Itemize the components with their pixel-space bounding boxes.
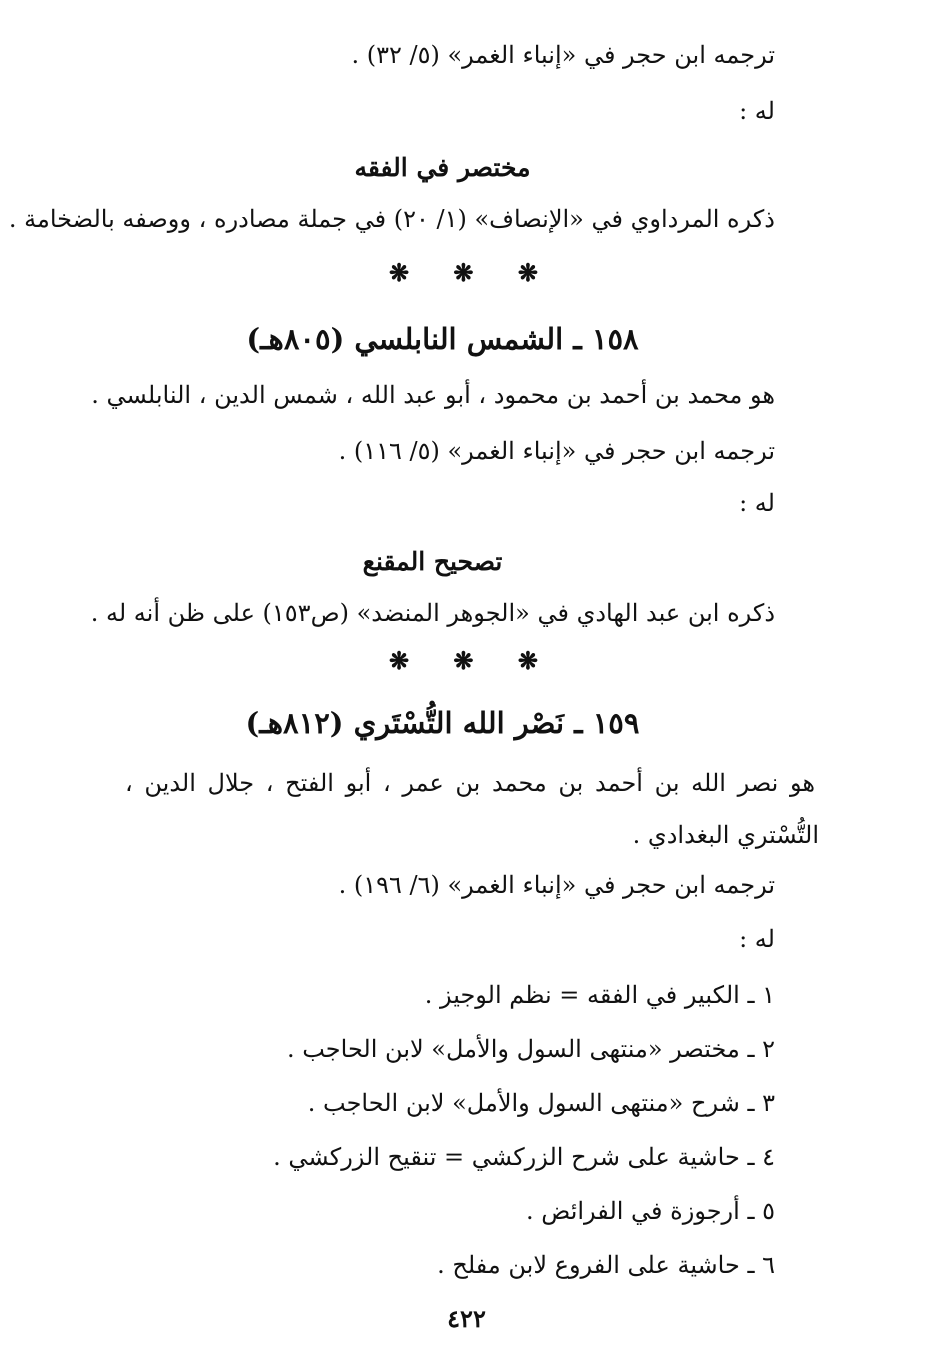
work-item-4: ٤ ـ حاشية على شرح الزركشي = تنقيح الزركشي . — [273, 1143, 775, 1171]
source-note-1: ذكره المرداوي في «الإنصاف» (١/ ٢٠) في جملة مصادره ، ووصفه بالضخامة . — [8, 205, 775, 233]
work-item-3: ٣ ـ شرح «منتهى السول والأمل» لابن الحاجب . — [307, 1089, 775, 1117]
entry-159-biography-line-2: التُّسْتري البغدادي . — [632, 821, 819, 849]
source-note-2: ذكره ابن عبد الهادي في «الجوهر المنضد» (ص١٥٣) على ظن أنه له . — [90, 599, 775, 627]
section-separator-2: ❋ ❋ ❋ — [388, 646, 557, 675]
book-heading-1: مختصر في الفقه — [354, 153, 531, 182]
page-number: ٤٢٢ — [447, 1304, 486, 1333]
work-item-5: ٥ ـ أرجوزة في الفرائض . — [526, 1197, 775, 1225]
entry-159-title: ١٥٩ ـ نَصْر الله التُّسْتَري (٨١٢هـ) — [245, 706, 640, 740]
entry-158-title: ١٥٨ ـ الشمس النابلسي (٨٠٥هـ) — [246, 322, 639, 356]
entry-158-biography: هو محمد بن أحمد بن محمود ، أبو عبد الله ، شمس الدين ، النابلسي . — [91, 381, 775, 409]
works-label-3: له : — [739, 925, 775, 953]
entry-159-biography-line-1: هو نصر الله بن أحمد بن محمد بن عمر ، أبو الفتح ، جلال الدين ، — [125, 769, 815, 797]
entry-158-translation-reference: ترجمه ابن حجر في «إنباء الغمر» (٥/ ١١٦) . — [338, 437, 775, 465]
works-label-2: له : — [739, 489, 775, 517]
works-label-1: له : — [739, 97, 775, 125]
book-heading-2: تصحيح المقنع — [362, 547, 503, 576]
translation-reference-1: ترجمه ابن حجر في «إنباء الغمر» (٥/ ٣٢) . — [351, 41, 775, 69]
work-item-6: ٦ ـ حاشية على الفروع لابن مفلح . — [437, 1251, 775, 1279]
work-item-2: ٢ ـ مختصر «منتهى السول والأمل» لابن الحاجب . — [286, 1035, 775, 1063]
section-separator-1: ❋ ❋ ❋ — [388, 258, 557, 287]
entry-159-translation-reference: ترجمه ابن حجر في «إنباء الغمر» (٦/ ١٩٦) . — [338, 871, 775, 899]
work-item-1: ١ ـ الكبير في الفقه = نظم الوجيز . — [424, 981, 775, 1009]
